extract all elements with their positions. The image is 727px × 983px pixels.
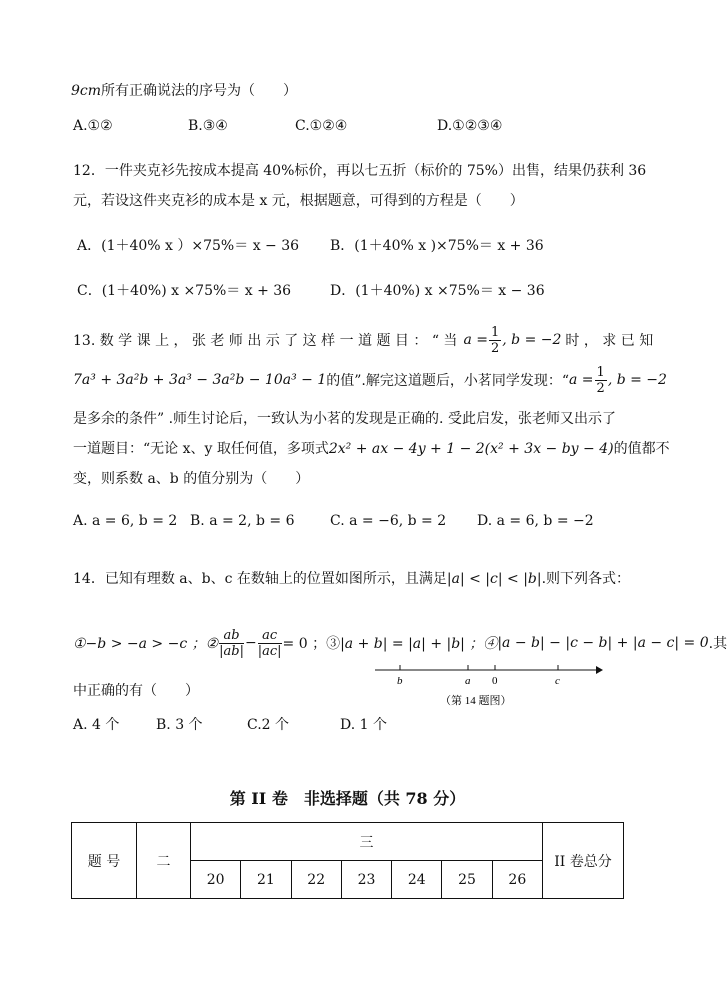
q12-option-c: C．(1＋40%) x ×75%＝ x + 36 xyxy=(77,283,292,299)
number-line-figure xyxy=(370,662,605,712)
q14-stmt3: |a + b| = |a| + |b| ；④ xyxy=(340,636,498,652)
label-a: a xyxy=(465,675,471,687)
score-cell-23: 23 xyxy=(341,861,391,899)
score-table xyxy=(71,822,624,899)
label-0: 0 xyxy=(492,675,498,687)
q14-option-b: B. 3 个 xyxy=(156,717,203,733)
score-cell-21: 21 xyxy=(241,861,291,899)
q14-stmt4: |a − b| − |c − b| + |a − c| = 0 xyxy=(497,635,709,651)
score-table-total: II 卷总分 xyxy=(543,823,624,899)
q11-option-a: A.①② xyxy=(73,118,113,134)
q13-expression: 7a³ + 3a²b + 3a³ − 3a²b − 10a³ − 1 xyxy=(73,372,327,388)
score-table-label: 题 号 xyxy=(72,823,137,899)
q13-line5: 变，则系数 a、b 的值分别为（ ） xyxy=(73,471,310,487)
q13-line1-start: 13. 数 学 课 上 ， 张 老 师 出 示 了 这 样 一 道 题 目 ： “ 当 xyxy=(73,333,458,349)
q14-option-d: D. 1 个 xyxy=(340,717,387,733)
score-cell-20: 20 xyxy=(191,861,241,899)
figure-caption: （第 14 题图） xyxy=(440,695,512,707)
q12-line2: 元，若设这件夹克衫的成本是 x 元，根据题意，可得到的方程是（ ） xyxy=(73,193,524,209)
q14-frac-ac-num: ac xyxy=(258,629,282,644)
score-table-col2: 二 xyxy=(137,823,191,899)
q12-option-d: D．(1＋40%) x ×75%＝ x − 36 xyxy=(330,283,545,299)
q11-tail-text: 所有正确说法的序号为（ ） xyxy=(101,83,298,99)
q13-option-d: D. a = 6, b = −2 xyxy=(477,513,594,529)
q11-option-d: D.①②③④ xyxy=(437,118,503,134)
score-table-col3: 三 xyxy=(191,823,543,861)
q13-a-eq: a = xyxy=(463,332,488,348)
q12-option-b: B．(1＋40% x )×75%＝ x + 36 xyxy=(330,238,544,254)
q14-line1-end: .则下列各式： xyxy=(541,571,631,587)
q14-line1 xyxy=(73,568,630,588)
q13-line2-mid: 的值”.解完这道题后，小茗同学发现：“ xyxy=(326,373,569,389)
q13-option-a: A. a = 6, b = 2 xyxy=(73,513,178,529)
q13-frac-den: 2 xyxy=(490,340,500,356)
q14-frac-ac xyxy=(258,629,282,658)
q13-frac2-den: 2 xyxy=(596,380,605,396)
q13-fraction-half xyxy=(489,326,501,355)
q14-line2 xyxy=(73,620,727,666)
q11-unit: 9cm xyxy=(71,83,102,99)
arrow-right-icon xyxy=(596,666,603,674)
q11-tail-line xyxy=(71,80,297,100)
section-title: 第 II 卷 非选择题（共 78 分） xyxy=(229,789,466,808)
q12-option-a: A．(1＋40% x ）×75%＝ x − 36 xyxy=(77,238,300,254)
q13-frac2-num: 1 xyxy=(596,364,605,380)
q13-a-eq-2: a = xyxy=(569,372,594,388)
q13-line4 xyxy=(73,438,670,458)
score-cell-24: 24 xyxy=(392,861,442,899)
q13-line3: 是多余的条件” .师生讨论后，一致认为小茗的发现是正确的. 受此启发，张老师又出示了 xyxy=(73,411,616,427)
q14-minus: − xyxy=(245,635,257,651)
q13-fraction-half-2 xyxy=(595,366,607,395)
q13-line1 xyxy=(73,320,653,360)
q14-condition: |a| < |c| < |b| xyxy=(446,571,542,587)
q14-stmt2: = 0 ；③ xyxy=(282,636,341,652)
q13-frac-num: 1 xyxy=(490,324,500,340)
score-cell-22: 22 xyxy=(291,861,341,899)
score-cell-25: 25 xyxy=(442,861,492,899)
label-c: c xyxy=(555,675,560,687)
q13-line4-start: 一道题目：“无论 x、y 取任何值，多项式 xyxy=(73,441,329,457)
q13-option-b: B. a = 2, b = 6 xyxy=(190,513,295,529)
label-b: b xyxy=(397,675,403,687)
q13-b-eq-2: , b = −2 xyxy=(607,372,667,388)
q14-option-a: A. 4 个 xyxy=(73,717,120,733)
score-cell-26: 26 xyxy=(492,861,542,899)
q14-line3: 中正确的有（ ） xyxy=(73,683,199,699)
q13-line1-end: 时 ， 求 已 知 xyxy=(565,333,654,349)
q14-frac-ab-num: ab xyxy=(219,629,244,644)
q14-stmt1: ①−b > −a > −c ；② xyxy=(73,636,219,652)
q13-option-c: C. a = −6, b = 2 xyxy=(330,513,447,529)
q14-frac-ac-den: |ac| xyxy=(257,643,282,659)
q13-b-eq: , b = −2 xyxy=(502,332,562,348)
q12-line1: 12．一件夹克衫先按成本提高 40%标价，再以七五折（标价的 75%）出售，结果仍获利 36 xyxy=(73,163,647,179)
q11-option-c: C.①②④ xyxy=(295,118,348,134)
q13-line4-end: 的值都不 xyxy=(613,441,670,457)
q14-line1-start: 14．已知有理数 a、b、c 在数轴上的位置如图所示，且满足 xyxy=(73,571,447,587)
q13-polynomial: 2x² + ax − 4y + 1 − 2(x² + 3x − by − 4) xyxy=(328,441,614,457)
q14-frac-ab-den: |ab| xyxy=(219,643,244,659)
q14-stmt-end: .其 xyxy=(708,636,727,652)
q13-line2 xyxy=(73,360,667,400)
q14-frac-ab xyxy=(219,629,244,658)
q11-option-b: B.③④ xyxy=(188,118,228,134)
q14-option-c: C.2 个 xyxy=(247,717,290,733)
